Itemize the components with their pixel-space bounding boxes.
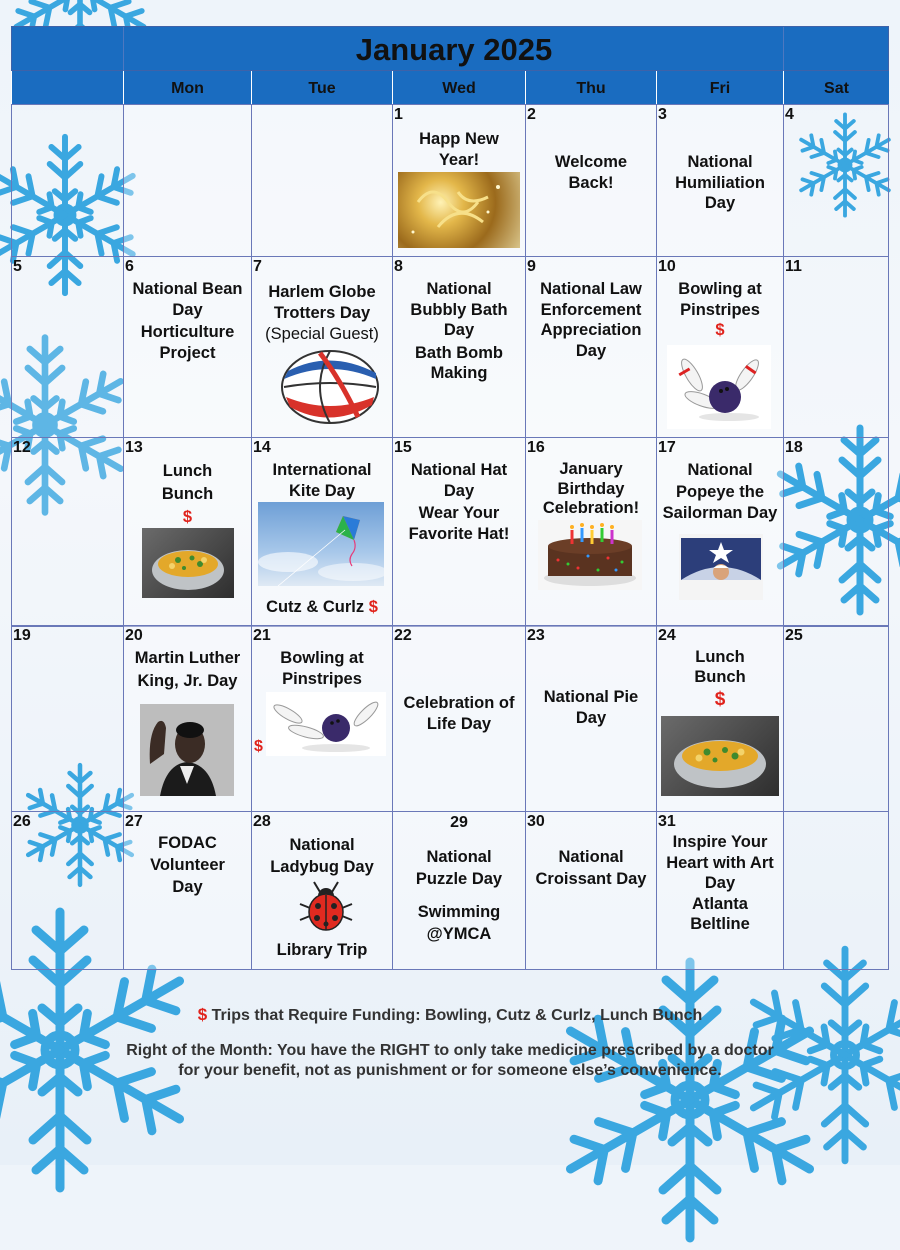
- library-trip-line: Library Trip: [276, 941, 368, 959]
- event-line: Bubbly Bath: [410, 300, 508, 319]
- event-text: [393, 460, 525, 544]
- day-cell-11[interactable]: [783, 256, 889, 438]
- day-cell-23[interactable]: [525, 625, 657, 812]
- event-text: [526, 846, 656, 890]
- new-year-gold-photo: [398, 172, 520, 248]
- event-line: Lunch: [695, 648, 745, 666]
- popeye-image: [679, 534, 763, 600]
- weekday-blank: [11, 71, 123, 104]
- cutz-curlz-line: [252, 597, 392, 618]
- lunch-bowl-image: [142, 528, 234, 598]
- event-text: [252, 648, 392, 689]
- day-number: 30: [527, 813, 545, 830]
- event-line: Happ New: [419, 130, 499, 148]
- day-cell-2[interactable]: [525, 104, 657, 257]
- day-cell-1[interactable]: [392, 104, 526, 257]
- day-cell-empty: [251, 104, 393, 257]
- day-number: 23: [527, 627, 545, 644]
- event-line: Day: [704, 194, 736, 212]
- event-text: [252, 282, 392, 323]
- funding-text: Trips that Require Funding: Bowling, Cutz & Curlz, Lunch Bunch: [211, 1007, 703, 1024]
- day-cell-29[interactable]: [392, 811, 526, 970]
- basketball-image: [280, 349, 380, 425]
- day-cell-28[interactable]: [251, 811, 393, 970]
- event-text: [124, 279, 251, 363]
- day-cell-empty: [123, 104, 252, 257]
- day-number: 1: [394, 106, 403, 123]
- event-line: Puzzle Day: [415, 870, 503, 888]
- ladybug-icon: [298, 880, 354, 934]
- day-cell-20[interactable]: [123, 625, 252, 812]
- day-cell-16[interactable]: [525, 437, 657, 627]
- day-cell-25[interactable]: [783, 625, 889, 812]
- event-line: Croissant Day: [535, 870, 647, 888]
- event-line: Celebration of: [403, 694, 515, 712]
- event-line: Bath Bomb: [415, 343, 503, 362]
- weekday-thu: Thu: [525, 71, 656, 104]
- dollar-sign: $: [368, 598, 378, 616]
- day-number: 31: [658, 813, 676, 830]
- event-line: Harlem Globe: [268, 283, 376, 301]
- event-text: [393, 129, 525, 170]
- event-text: [124, 647, 251, 693]
- event-line: National Law: [540, 280, 642, 298]
- event-line: January: [559, 460, 623, 478]
- event-text: [526, 460, 656, 519]
- day-cell-31[interactable]: [656, 811, 784, 970]
- special-guest-note: (Special Guest): [265, 325, 379, 343]
- day-number: 8: [394, 258, 403, 275]
- day-number: 11: [785, 258, 802, 275]
- event-line: Day: [575, 341, 607, 360]
- weekday-tue: Tue: [251, 71, 392, 104]
- event-line: Popeye the: [675, 482, 765, 501]
- event-line: Pinstripes: [282, 669, 362, 688]
- day-number: 24: [658, 627, 676, 644]
- day-cell-4[interactable]: [783, 104, 889, 257]
- day-number: 5: [13, 258, 22, 275]
- event-line: Making: [430, 364, 488, 382]
- day-cell-27[interactable]: [123, 811, 252, 970]
- day-cell-3[interactable]: [656, 104, 784, 257]
- event-text: [657, 832, 783, 935]
- day-number: 6: [125, 258, 134, 275]
- event-line: National Bean: [132, 280, 243, 298]
- event-line: Martin Luther: [134, 649, 241, 667]
- day-cell-6[interactable]: [123, 256, 252, 438]
- event-line: Day: [172, 300, 203, 319]
- day-number: 9: [527, 258, 536, 275]
- month-title: January 2025: [355, 32, 553, 67]
- event-line: Day: [443, 321, 475, 339]
- event-line: Celebration!: [542, 499, 640, 517]
- event-line: Beltline: [690, 915, 750, 933]
- lunch-bowl-image: [661, 716, 779, 796]
- event-line: FODAC: [158, 834, 217, 852]
- day-cell-24[interactable]: [656, 625, 784, 812]
- event-line: Life Day: [426, 714, 492, 733]
- day-number: 21: [253, 627, 271, 644]
- day-number: 15: [394, 439, 412, 456]
- dollar-sign: $: [197, 1005, 208, 1024]
- dollar-sign: $: [182, 508, 193, 526]
- day-number: 20: [125, 627, 143, 644]
- event-line: International: [272, 461, 372, 479]
- event-line: Wear Your: [418, 504, 500, 522]
- weekday-header-row: [11, 71, 889, 104]
- event-text: [393, 693, 525, 734]
- event-line: Horticulture: [140, 323, 235, 341]
- day-cell-19[interactable]: [11, 625, 124, 812]
- event-text: [393, 279, 525, 384]
- day-number: 14: [253, 439, 271, 456]
- event-line: Birthday: [557, 479, 625, 498]
- weekday-fri: Fri: [656, 71, 783, 104]
- weekday-mon: Mon: [123, 71, 251, 104]
- day-cell-9[interactable]: [525, 256, 657, 438]
- day-number: 3: [658, 106, 667, 123]
- day-cell-10[interactable]: [656, 256, 784, 438]
- event-line: Volunteer: [150, 856, 225, 874]
- funding-note: [0, 1005, 900, 1025]
- right-of-month: [0, 1041, 900, 1081]
- day-number: 10: [658, 258, 676, 275]
- day-cell-8[interactable]: [392, 256, 526, 438]
- event-line: Trotters Day: [273, 303, 371, 322]
- event-line: Inspire Your: [672, 833, 768, 851]
- mlk-portrait-image: [140, 704, 234, 796]
- day-number: 18: [785, 439, 803, 456]
- day-cell-30[interactable]: [525, 811, 657, 970]
- event-line: Atlanta: [692, 894, 748, 913]
- dollar-sign: $: [715, 321, 725, 339]
- dollar-sign: $: [714, 689, 726, 710]
- event-line: Project: [159, 343, 216, 362]
- day-cell-empty: [11, 104, 124, 257]
- event-text: [252, 834, 392, 878]
- day-cell-7[interactable]: [251, 256, 393, 438]
- event-line: Bunch: [161, 485, 214, 503]
- weekday-wed: Wed: [392, 71, 525, 104]
- month-header: [11, 26, 889, 71]
- event-line: Bowling at: [280, 649, 364, 667]
- event-text: [393, 846, 525, 945]
- event-line: Cutz & Curlz: [266, 598, 365, 616]
- event-line: Day: [443, 481, 475, 500]
- event-line: Appreciation: [540, 321, 642, 339]
- event-text: [124, 460, 251, 529]
- day-cell-14[interactable]: [251, 437, 393, 627]
- day-number: 25: [785, 627, 803, 644]
- day-number: 17: [658, 439, 676, 456]
- day-number: 4: [785, 106, 794, 123]
- day-number: 19: [13, 627, 31, 644]
- calendar: [11, 26, 889, 970]
- event-line: Pinstripes: [680, 300, 760, 319]
- kite-sky-image: [258, 502, 384, 586]
- event-line: Enforcement: [540, 300, 642, 319]
- event-text: [526, 687, 656, 728]
- day-cell-17[interactable]: [656, 437, 784, 627]
- event-line: Kite Day: [288, 481, 356, 500]
- event-text: [252, 460, 392, 501]
- birthday-cake-image: [538, 520, 642, 590]
- event-line: Sailorman Day: [662, 504, 778, 522]
- event-text: [526, 279, 656, 361]
- event-line: Heart with Art: [666, 853, 774, 872]
- event-line: National: [289, 836, 355, 854]
- event-line: Bowling at: [678, 280, 762, 298]
- event-line: Year!: [438, 150, 480, 169]
- event-text: [657, 460, 783, 525]
- day-cell-12[interactable]: [11, 437, 124, 627]
- event-line: National Pie: [543, 688, 639, 706]
- event-line: National: [687, 461, 753, 479]
- event-text: [657, 279, 783, 341]
- day-number: 2: [527, 106, 536, 123]
- day-number: 13: [125, 439, 143, 456]
- day-number: 12: [13, 439, 31, 456]
- day-number: 28: [253, 813, 271, 830]
- event-text: [124, 832, 251, 898]
- day-cell-22[interactable]: [392, 625, 526, 812]
- day-number: 27: [125, 813, 143, 830]
- event-line: Favorite Hat!: [408, 524, 510, 543]
- event-line: National Hat: [410, 461, 508, 479]
- event-line: Lunch: [162, 462, 213, 480]
- event-line: Back!: [568, 173, 614, 192]
- day-number: 26: [13, 813, 31, 830]
- day-cell-18[interactable]: [783, 437, 889, 627]
- event-line: Swimming: [417, 903, 501, 921]
- event-line: National: [426, 848, 492, 866]
- day-cell-26[interactable]: [11, 811, 124, 970]
- event-line: Day: [575, 708, 607, 727]
- right-of-month-line: for your benefit, not as punishment or for someone else’s convenience.: [178, 1062, 722, 1079]
- bowling-image: [667, 345, 771, 429]
- event-text: [657, 647, 783, 713]
- event-line: Ladybug Day: [270, 858, 374, 876]
- day-cell-21[interactable]: [251, 625, 393, 812]
- day-cell-5[interactable]: [11, 256, 124, 438]
- event-text: [526, 152, 656, 193]
- day-number: 16: [527, 439, 545, 456]
- day-cell-13[interactable]: [123, 437, 252, 627]
- event-line: Bunch: [694, 668, 746, 686]
- day-cell-empty: [783, 811, 889, 970]
- day-cell-15[interactable]: [392, 437, 526, 627]
- event-line: National: [558, 848, 624, 866]
- bowling-image: [266, 692, 386, 756]
- event-line: National: [687, 153, 753, 171]
- event-line: Day: [172, 878, 203, 896]
- snowflake-decoration-7: [540, 950, 840, 1250]
- event-line: @YMCA: [426, 925, 492, 943]
- event-line: King, Jr. Day: [137, 672, 238, 690]
- day-number: 29: [450, 814, 468, 831]
- day-number: 7: [253, 258, 262, 275]
- event-line: Humiliation: [675, 173, 765, 192]
- event-line: Welcome: [554, 153, 628, 171]
- event-line: National: [426, 280, 492, 298]
- event-line: Day: [704, 874, 736, 892]
- right-of-month-line: Right of the Month: You have the RIGHT to only take medicine prescribed by a doctor: [126, 1042, 774, 1059]
- day-number: 22: [394, 627, 412, 644]
- event-text: [657, 152, 783, 214]
- weekday-sat: Sat: [783, 71, 889, 104]
- dollar-sign: $: [254, 738, 263, 755]
